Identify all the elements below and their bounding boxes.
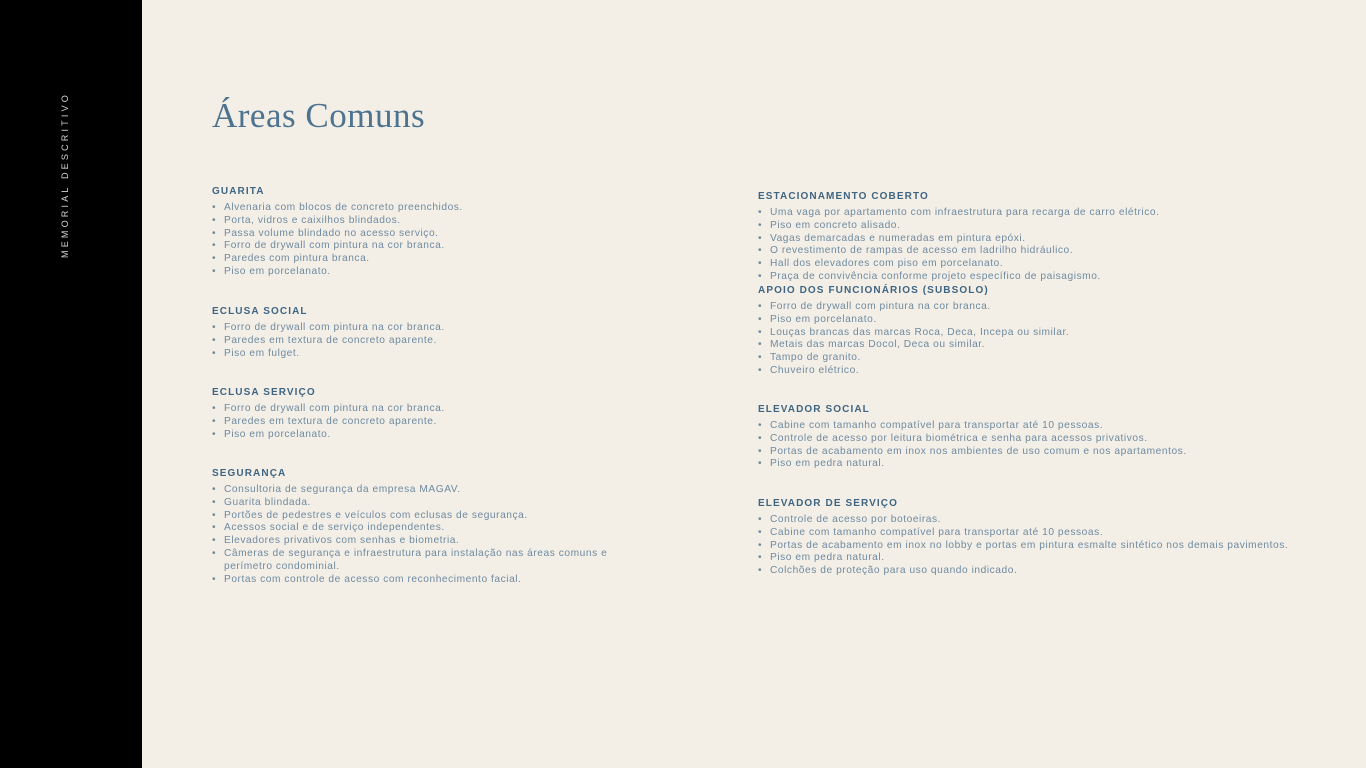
list-item-text: Acessos social e de serviço independentes. bbox=[224, 522, 445, 534]
bullet-icon: • bbox=[212, 240, 217, 252]
list-item bbox=[212, 535, 624, 548]
list-item bbox=[758, 527, 1288, 540]
list-item-text: Tampo de granito. bbox=[770, 352, 861, 364]
list-item-text: Piso em fulget. bbox=[224, 347, 300, 359]
sidebar bbox=[0, 0, 142, 768]
list-item bbox=[758, 352, 1069, 365]
list-item bbox=[212, 484, 624, 497]
list-item bbox=[212, 335, 445, 348]
list-item-text: Piso em porcelanato. bbox=[224, 428, 331, 440]
section-list bbox=[758, 207, 1160, 284]
bullet-icon: • bbox=[758, 339, 763, 351]
list-item bbox=[758, 514, 1288, 527]
list-item-text: Metais das marcas Docol, Deca ou similar. bbox=[770, 339, 986, 351]
list-item bbox=[212, 416, 445, 429]
bullet-icon: • bbox=[758, 514, 763, 525]
section-heading: ECLUSA SOCIAL bbox=[212, 306, 308, 317]
list-item bbox=[758, 458, 1187, 471]
bullet-icon: • bbox=[212, 428, 217, 440]
bullet-icon: • bbox=[758, 458, 763, 470]
list-item bbox=[758, 220, 1160, 233]
section-heading: APOIO DOS FUNCIONÁRIOS (SUBSOLO) bbox=[758, 285, 989, 296]
list-item-text: Paredes em textura de concreto aparente. bbox=[224, 415, 437, 427]
bullet-icon: • bbox=[212, 403, 217, 414]
list-item bbox=[212, 215, 463, 228]
list-item bbox=[758, 327, 1069, 340]
list-item-text: Chuveiro elétrico. bbox=[770, 364, 860, 376]
list-item-text: Portas com controle de acesso com reconhecimento facial. bbox=[224, 573, 522, 585]
bullet-icon: • bbox=[758, 232, 763, 244]
list-item-text: Hall dos elevadores com piso em porcelanato. bbox=[770, 258, 1004, 270]
bullet-icon: • bbox=[758, 539, 763, 551]
list-item-text: Passa volume blindado no acesso serviço. bbox=[224, 227, 439, 239]
section-heading: ESTACIONAMENTO COBERTO bbox=[758, 191, 929, 202]
list-item bbox=[758, 433, 1187, 446]
list-item-text: Portas de acabamento em inox nos ambientes de uso comum e nos apartamentos. bbox=[770, 445, 1187, 457]
section-list bbox=[758, 514, 1288, 578]
list-item bbox=[212, 228, 463, 241]
list-item bbox=[758, 314, 1069, 327]
list-item bbox=[758, 207, 1160, 220]
list-item bbox=[758, 365, 1069, 378]
list-item-text: Louças brancas das marcas Roca, Deca, Incepa ou similar. bbox=[770, 326, 1070, 338]
bullet-icon: • bbox=[212, 522, 217, 534]
bullet-icon: • bbox=[758, 565, 763, 577]
section-heading: ECLUSA SERVIÇO bbox=[212, 387, 316, 398]
bullet-icon: • bbox=[212, 322, 217, 333]
bullet-icon: • bbox=[212, 496, 217, 508]
list-item-text: Alvenaria com blocos de concreto preenchidos. bbox=[224, 202, 463, 213]
bullet-icon: • bbox=[212, 547, 217, 559]
bullet-icon: • bbox=[758, 364, 763, 376]
section-elevador-social bbox=[758, 404, 1187, 471]
list-item-text: Controle de acesso por leitura biométrica e senha para acessos privativos. bbox=[770, 432, 1148, 444]
bullet-icon: • bbox=[212, 253, 217, 265]
section-heading: ELEVADOR SOCIAL bbox=[758, 404, 870, 415]
bullet-icon: • bbox=[758, 326, 763, 338]
list-item bbox=[758, 245, 1160, 258]
bullet-icon: • bbox=[758, 207, 763, 218]
bullet-icon: • bbox=[212, 334, 217, 346]
list-item bbox=[212, 510, 624, 523]
list-item-text: Câmeras de segurança e infraestrutura para instalação nas áreas comuns e perímetro condominial. bbox=[224, 547, 608, 572]
bullet-icon: • bbox=[758, 432, 763, 444]
list-item bbox=[212, 522, 624, 535]
section-eclusa-social bbox=[212, 306, 445, 360]
bullet-icon: • bbox=[212, 573, 217, 585]
list-item-text: Praça de convivência conforme projeto específico de paisagismo. bbox=[770, 270, 1101, 282]
list-item bbox=[212, 497, 624, 510]
list-item bbox=[758, 339, 1069, 352]
list-item-text: Elevadores privativos com senhas e biometria. bbox=[224, 535, 460, 547]
section-list bbox=[212, 322, 445, 360]
section-heading: GUARITA bbox=[212, 186, 265, 197]
bullet-icon: • bbox=[758, 552, 763, 564]
section-seguranca bbox=[212, 468, 624, 586]
section-estacionamento bbox=[758, 191, 1160, 284]
list-item bbox=[758, 446, 1187, 459]
list-item bbox=[758, 301, 1069, 314]
bullet-icon: • bbox=[758, 352, 763, 364]
list-item-text: Piso em concreto alisado. bbox=[770, 219, 901, 231]
list-item bbox=[758, 552, 1288, 565]
section-guarita bbox=[212, 186, 463, 279]
list-item bbox=[758, 271, 1160, 284]
list-item-text: Cabine com tamanho compatível para transportar até 10 pessoas. bbox=[770, 526, 1104, 538]
section-eclusa-servico bbox=[212, 387, 445, 441]
bullet-icon: • bbox=[212, 415, 217, 427]
page-title: Áreas Comuns bbox=[212, 96, 426, 135]
section-apoio-funcionarios bbox=[758, 285, 1069, 378]
bullet-icon: • bbox=[212, 202, 217, 213]
section-list bbox=[212, 403, 445, 441]
bullet-icon: • bbox=[212, 347, 217, 359]
list-item bbox=[212, 253, 463, 266]
list-item bbox=[212, 202, 463, 215]
list-item-text: Guarita blindada. bbox=[224, 496, 311, 508]
list-item bbox=[212, 403, 445, 416]
list-item bbox=[758, 258, 1160, 271]
list-item-text: Forro de drywall com pintura na cor branca. bbox=[224, 240, 445, 252]
bullet-icon: • bbox=[758, 313, 763, 325]
section-list bbox=[212, 484, 624, 586]
list-item bbox=[212, 429, 445, 442]
list-item-text: Forro de drywall com pintura na cor branca. bbox=[224, 322, 445, 333]
list-item-text: Portões de pedestres e veículos com eclusas de segurança. bbox=[224, 509, 528, 521]
list-item-text: Portas de acabamento em inox no lobby e portas em pintura esmalte sintético nos demais pavimentos. bbox=[770, 539, 1289, 551]
bullet-icon: • bbox=[758, 258, 763, 270]
section-list bbox=[758, 420, 1187, 471]
list-item-text: Piso em porcelanato. bbox=[224, 265, 331, 277]
section-heading: ELEVADOR DE SERVIÇO bbox=[758, 498, 898, 509]
list-item-text: Consultoria de segurança da empresa MAGAV. bbox=[224, 484, 461, 495]
bullet-icon: • bbox=[758, 219, 763, 231]
list-item bbox=[212, 548, 624, 574]
bullet-icon: • bbox=[758, 245, 763, 257]
bullet-icon: • bbox=[212, 214, 217, 226]
bullet-icon: • bbox=[758, 270, 763, 282]
section-list bbox=[212, 202, 463, 279]
list-item bbox=[212, 322, 445, 335]
list-item-text: Porta, vidros e caixilhos blindados. bbox=[224, 214, 401, 226]
list-item-text: Forro de drywall com pintura na cor branca. bbox=[770, 301, 991, 312]
bullet-icon: • bbox=[758, 301, 763, 312]
list-item bbox=[212, 348, 445, 361]
list-item-text: Vagas demarcadas e numeradas em pintura epóxi. bbox=[770, 232, 1026, 244]
list-item bbox=[758, 233, 1160, 246]
list-item-text: Controle de acesso por botoeiras. bbox=[770, 514, 942, 525]
list-item-text: Piso em pedra natural. bbox=[770, 458, 885, 470]
list-item bbox=[212, 240, 463, 253]
list-item-text: Forro de drywall com pintura na cor branca. bbox=[224, 403, 445, 414]
bullet-icon: • bbox=[212, 509, 217, 521]
section-list bbox=[758, 301, 1069, 378]
section-elevador-servico bbox=[758, 498, 1288, 578]
list-item bbox=[212, 574, 624, 587]
list-item-text: Paredes com pintura branca. bbox=[224, 253, 370, 265]
list-item-text: Cabine com tamanho compatível para transportar até 10 pessoas. bbox=[770, 420, 1104, 431]
bullet-icon: • bbox=[212, 265, 217, 277]
list-item-text: Piso em porcelanato. bbox=[770, 313, 877, 325]
list-item-text: Colchões de proteção para uso quando indicado. bbox=[770, 565, 1018, 577]
bullet-icon: • bbox=[758, 420, 763, 431]
list-item-text: Uma vaga por apartamento com infraestrutura para recarga de carro elétrico. bbox=[770, 207, 1160, 218]
list-item bbox=[758, 540, 1288, 553]
bullet-icon: • bbox=[758, 445, 763, 457]
list-item-text: Paredes em textura de concreto aparente. bbox=[224, 334, 437, 346]
bullet-icon: • bbox=[212, 484, 217, 495]
list-item-text: Piso em pedra natural. bbox=[770, 552, 885, 564]
section-heading: SEGURANÇA bbox=[212, 468, 287, 479]
list-item bbox=[758, 565, 1288, 578]
sidebar-label: MEMORIAL DESCRITIVO bbox=[60, 92, 70, 258]
bullet-icon: • bbox=[212, 227, 217, 239]
bullet-icon: • bbox=[212, 535, 217, 547]
list-item bbox=[758, 420, 1187, 433]
bullet-icon: • bbox=[758, 526, 763, 538]
list-item-text: O revestimento de rampas de acesso em ladrilho hidráulico. bbox=[770, 245, 1074, 257]
list-item bbox=[212, 266, 463, 279]
